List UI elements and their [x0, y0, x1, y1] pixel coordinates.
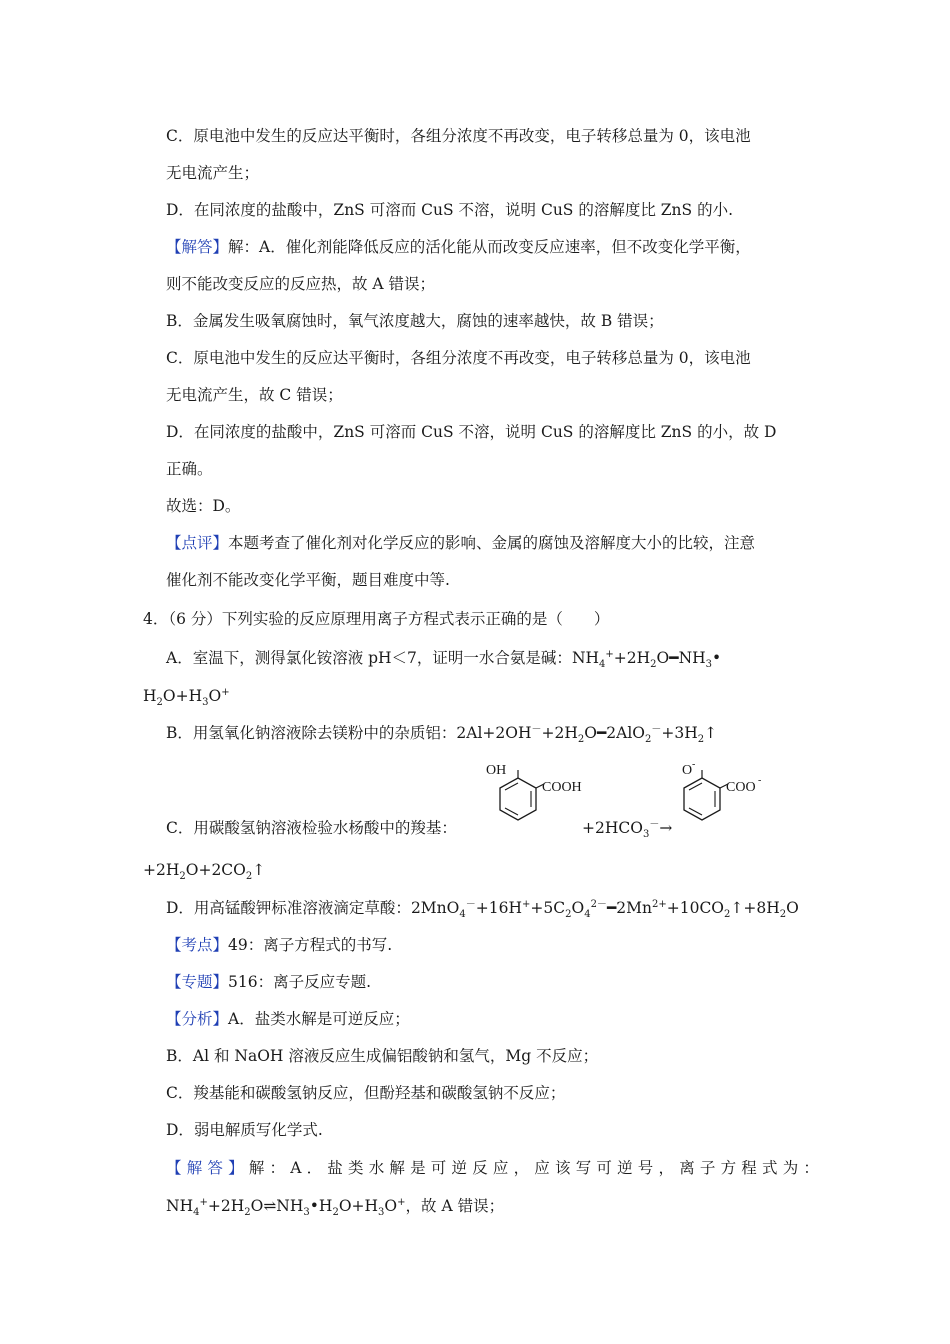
option-a-text: A．室温下，测得氯化铵溶液 pH＜7，证明一水合氨是碱： [166, 649, 572, 667]
q4-option-d [166, 898, 799, 921]
option-b-equation: $2Al+2OH^-+2H_2O━2AlO_2^-+3H_2↑$ [456, 723, 718, 746]
q4-zhuanti: 【专题】516：离子反应专题. [166, 973, 372, 991]
q3-option-d: D．在同浓度的盐酸中，ZnS 可溶而 CuS 不溶，说明 CuS 的溶解度比 ZnS 的小. [166, 201, 734, 219]
salicylic-acid-structure [478, 760, 588, 832]
q3-choice: 故选：D。 [166, 497, 241, 515]
q4-option-a-line2: $H_2O+H_3O^+$ [143, 686, 230, 709]
option-a-equation-part1: $NH_4^++2H_2O━NH_3•$ [571, 648, 722, 671]
salicylate-ion-structure [662, 760, 772, 832]
q4-jieda-line2: $NH_4^++2H_2O\rightleftharpoons NH_3•H_2O+H_3O^+$，故 A 错误； [166, 1196, 505, 1219]
q4-jieda-line1: 【解答】解：A．盐类水解是可逆反应，应该写可逆号，离子方程式为： [166, 1159, 825, 1177]
q4-option-b [166, 723, 718, 746]
kaodian-tag: 【考点】 [166, 936, 229, 954]
q4-fenxi-a: 【分析】A．盐类水解是可逆反应； [166, 1010, 410, 1028]
comment-tag: 【点评】 [166, 534, 229, 552]
option-d-equation: $2MnO_4^-+16H^++5C_2O_4^{2-}━2Mn^{2+}+10CO_2↑+8H_2O$ [410, 898, 799, 921]
option-b-text: B．用氢氧化钠溶液除去镁粉中的杂质铝： [166, 724, 457, 742]
q4-stem: 4．（6 分）下列实验的反应原理用离子方程式表示正确的是（ ） [143, 610, 610, 628]
q4-kaodian: 【考点】49：离子方程式的书写. [166, 936, 393, 954]
q3-answer-d-line1: D．在同浓度的盐酸中，ZnS 可溶而 CuS 不溶，说明 CuS 的溶解度比 ZnS 的小，故 D [166, 423, 777, 441]
q3-answer-b: B．金属发生吸氧腐蚀时，氧气浓度越大，腐蚀的速率越快，故 B 错误； [166, 312, 664, 330]
q3-comment-line1 [166, 533, 755, 553]
q3-answer-c-line2: 无电流产生，故 C 错误； [166, 386, 343, 404]
fenxi-tag: 【分析】 [166, 1010, 229, 1028]
q3-answer-d-line2: 正确。 [166, 460, 213, 478]
carboxylate-label: COO [726, 780, 756, 795]
q3-comment-line2: 催化剂不能改变化学平衡，题目难度中等. [166, 571, 450, 589]
phenoxide-label: O [682, 763, 693, 778]
comment-text: 本题考查了催化剂对化学反应的影响、金属的腐蚀及溶解度大小的比较，注意 [228, 534, 756, 552]
answer-tag: 【解答】 [166, 238, 229, 256]
carboxyl-label: COOH [542, 780, 582, 795]
answer-text: 解：A．催化剂能降低反应的活化能从而改变反应速率，但不改变化学平衡， [228, 238, 751, 256]
q4-fenxi-b: B．Al 和 NaOH 溶液反应生成偏铝酸钠和氢气，Mg 不反应； [166, 1047, 599, 1065]
q3-answer-c-line1: C．原电池中发生的反应达平衡时，各组分浓度不再改变，电子转移总量为 0，该电池 [166, 349, 751, 367]
q4-fenxi-d: D．弱电解质写化学式. [166, 1121, 323, 1139]
svg-text:-: - [758, 775, 762, 786]
hydroxyl-label: OH [486, 763, 507, 778]
q3-answer-line1 [166, 237, 751, 257]
option-c-text: C．用碳酸氢钠溶液检验水杨酸中的羧基： [166, 819, 457, 837]
q4-option-c-line1 [166, 818, 457, 838]
jieda-equation: $NH_4^++2H_2O\rightleftharpoons NH_3•H_2O+H_3O^+$ [166, 1196, 406, 1219]
q4-option-a-line1 [166, 648, 722, 671]
zhuanti-tag: 【专题】 [166, 973, 229, 991]
q3-answer-line2: 则不能改变反应的反应热，故 A 错误； [166, 275, 436, 293]
q4-option-c-line2: $+2H_2O+2CO_2↑$ [143, 861, 266, 883]
q4-fenxi-c: C．羧基能和碳酸氢钠反应，但酚羟基和碳酸氢钠不反应； [166, 1084, 566, 1102]
jieda-tag: 【解答】 [166, 1159, 249, 1177]
option-d-text: D．用高锰酸钾标准溶液滴定草酸： [166, 899, 411, 917]
q3-option-c-line2: 无电流产生； [166, 164, 260, 182]
q4-option-c-reagent: $+2HCO_3^-\to$ [582, 818, 673, 841]
svg-text:-: - [692, 760, 696, 770]
q3-option-c-line1: C．原电池中发生的反应达平衡时，各组分浓度不再改变，电子转移总量为 0，该电池 [166, 127, 751, 145]
